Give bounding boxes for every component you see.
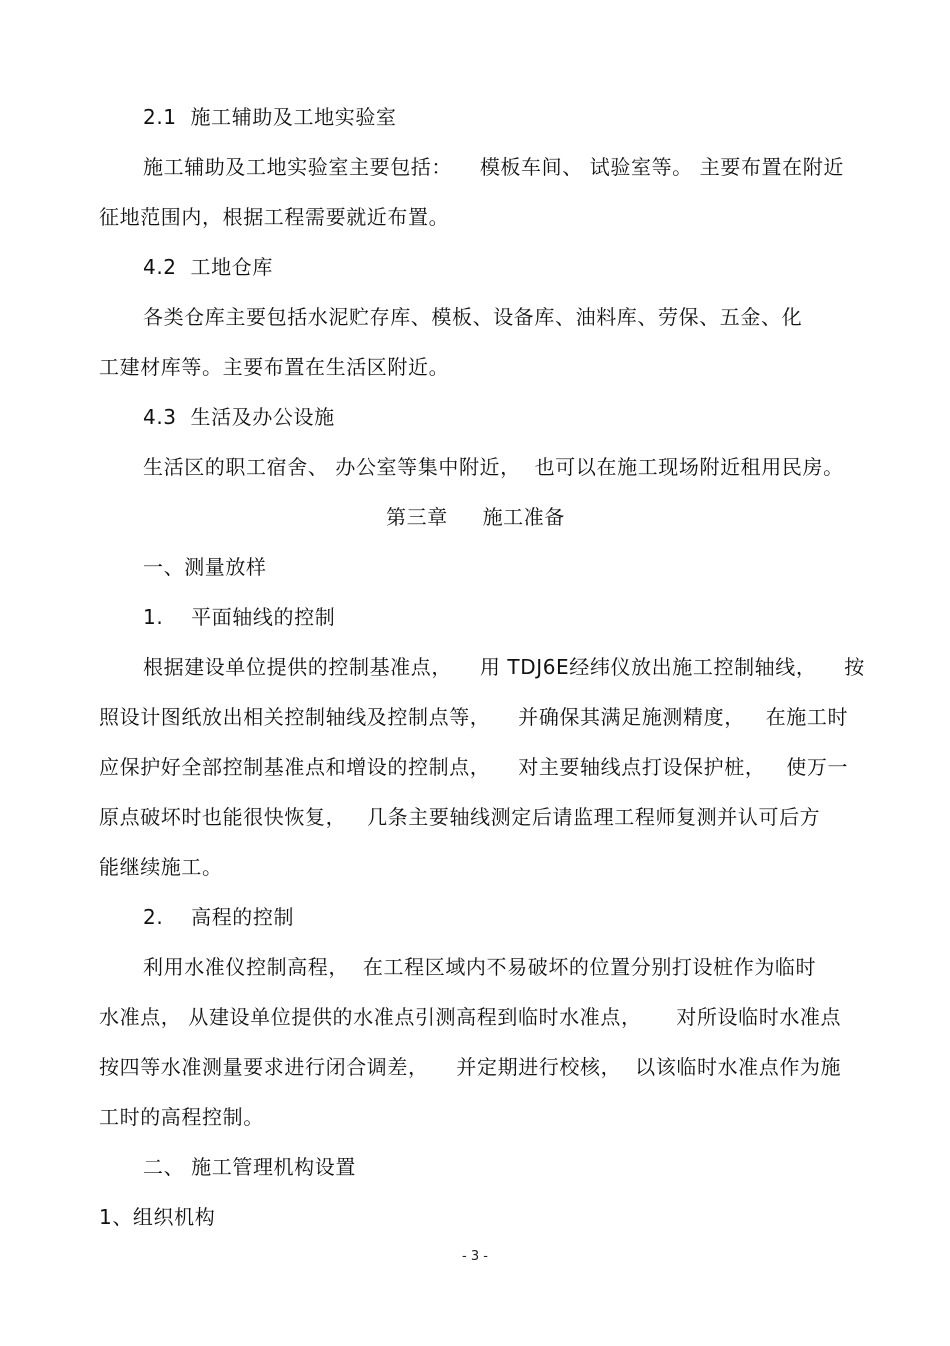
paragraph-line: 按四等水准测量要求进行闭合调差， 并定期进行校核， 以该临时水准点作为施 [99,1055,842,1079]
section-heading-2-1: 2.1 施工辅助及工地实验室 [143,105,397,129]
paragraph-line: 征地范围内，根据工程需要就近布置。 [99,205,450,229]
section-heading-4-3: 4.3 生活及办公设施 [143,405,335,429]
page-number: - 3 - [462,1249,488,1264]
subsection-heading-axis-control: 1. 平面轴线的控制 [143,605,336,629]
paragraph-line: 工时的高程控制。 [99,1105,264,1129]
paragraph-line: 各类仓库主要包括水泥贮存库、模板、设备库、油料库、劳保、五金、化 [143,305,803,329]
section-heading-management: 二、 施工管理机构设置 [143,1155,356,1179]
paragraph-line: 能继续施工。 [99,855,223,879]
paragraph-line: 工建材库等。主要布置在生活区附近。 [99,355,450,379]
section-heading-measurement: 一、测量放样 [143,555,267,579]
subsection-heading-organization: 1、组织机构 [99,1205,216,1229]
paragraph-line: 生活区的职工宿舍、 办公室等集中附近， 也可以在施工现场附近租用民房。 [143,455,844,479]
paragraph-line: 原点破坏时也能很快恢复， 几条主要轴线测定后请监理工程师复测并认可后方 [99,805,821,829]
chapter-title: 第三章 施工准备 [386,505,565,529]
paragraph-line: 水准点， 从建设单位提供的水准点引测高程到临时水准点， 对所设临时水准点 [99,1005,842,1029]
paragraph-line: 照设计图纸放出相关控制轴线及控制点等， 并确保其满足施测精度， 在施工时 [99,705,849,729]
subsection-heading-elevation-control: 2. 高程的控制 [143,905,295,929]
paragraph-line: 应保护好全部控制基准点和增设的控制点， 对主要轴线点打设保护桩， 使万一 [99,755,849,779]
paragraph-line: 根据建设单位提供的控制基准点， 用 TDJ6E经纬仪放出施工控制轴线， 按 [143,655,865,679]
section-heading-4-2: 4.2 工地仓库 [143,255,273,279]
paragraph-line: 施工辅助及工地实验室主要包括： 模板车间、 试验室等。 主要布置在附近 [143,155,844,179]
paragraph-line: 利用水准仪控制高程， 在工程区域内不易破坏的位置分别打设桩作为临时 [143,955,817,979]
